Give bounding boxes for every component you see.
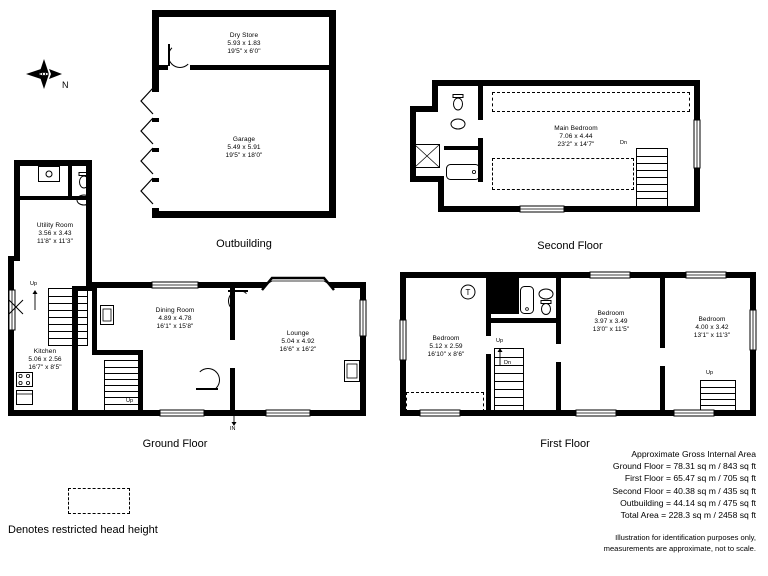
room-dimension-metric: 5.49 x 5.91 [227, 144, 261, 151]
first-bedroom3-door-gap [660, 348, 665, 366]
outbuilding-wall-right [329, 10, 336, 218]
second-basin-icon [450, 118, 466, 130]
ground-stairs [48, 288, 88, 346]
utility-basin-icon [76, 194, 92, 206]
room-dimension-imperial: 19'5" x 18'0" [225, 152, 263, 159]
room-name: Bedroom [597, 310, 625, 317]
first-bath-tub-icon [520, 286, 534, 314]
first-window-top-2 [686, 272, 726, 278]
room-label-garage [194, 136, 294, 160]
outbuilding-wall-left-upper [152, 10, 159, 65]
svg-text:T: T [465, 288, 471, 297]
second-restricted-area-bottom [492, 158, 634, 190]
second-bath-tub-icon [446, 164, 480, 180]
second-window-bottom [520, 206, 564, 212]
second-bath-door-gap [478, 120, 483, 138]
ground-stairs-up-label: Up [30, 281, 38, 287]
first-stairs-right [700, 380, 736, 412]
dining-door-arc-1 [228, 290, 250, 312]
first-bathroom-wall-h [491, 318, 561, 323]
first-restricted-area-left [406, 392, 484, 412]
room-dimension-metric: 3.56 x 3.43 [38, 230, 72, 237]
area-line-total: Total Area = 228.3 sq m / 2458 sq ft [620, 510, 756, 521]
dining-window-top [152, 282, 198, 288]
room-name: Garage [232, 136, 256, 143]
room-label-bedroom-2 [566, 310, 656, 334]
ground-dining-left-wall [92, 288, 97, 354]
floor-title-ground: Ground Floor [142, 438, 208, 450]
floor-title-second: Second Floor [537, 240, 603, 252]
room-dimension-metric: 7.06 x 4.44 [559, 133, 593, 140]
legend-restricted-head-label: Denotes restricted head height [8, 524, 158, 536]
room-name: Dry Store [229, 32, 259, 39]
room-dimension-imperial: 16'1" x 15'8" [156, 323, 194, 330]
first-window-bottom-1 [420, 410, 460, 416]
second-wall-left-bottom [438, 176, 444, 212]
second-restricted-area-top [492, 92, 690, 112]
room-label-utility [10, 222, 100, 246]
ground-bottom-window-1 [160, 410, 204, 416]
ground-dining-lounge-opening [230, 340, 235, 368]
room-dimension-metric: 3.97 x 3.49 [594, 318, 628, 325]
hall-door-leaf [196, 388, 218, 390]
room-label-kitchen [12, 348, 78, 372]
first-bedroom2-right-wall [660, 278, 665, 410]
ground-left-wing-left2 [8, 258, 14, 416]
room-dimension-imperial: 19'5" x 6'0" [227, 48, 261, 55]
ground-left-wing-bottom [8, 410, 78, 416]
disclaimer [440, 533, 756, 554]
area-summary [440, 448, 756, 521]
ground-entrance-label: IN [230, 426, 236, 432]
room-dimension-imperial: 23'2" x 14'7" [557, 141, 595, 148]
ground-utility-wc-wall [68, 164, 72, 196]
second-toilet-icon [452, 94, 464, 112]
area-line-second: Second Floor = 40.38 sq m / 435 sq ft [612, 485, 756, 496]
dining-fireplace-icon [100, 305, 114, 325]
room-label-dry-store [194, 32, 294, 56]
room-label-bedroom-3 [670, 316, 754, 340]
first-top-black-block [491, 278, 519, 314]
ground-hall-wall [92, 350, 142, 355]
room-dimension-imperial: 13'0" x 11'5" [592, 326, 630, 333]
outbuilding-wall-top [152, 10, 336, 17]
area-line-first: First Floor = 65.47 sq m / 705 sq ft [624, 473, 756, 484]
drystore-door-arc [168, 44, 192, 68]
area-heading: Approximate Gross Internal Area [631, 449, 756, 459]
room-label-lounge [250, 330, 346, 354]
room-dimension-imperial: 11'8" x 11'3" [37, 238, 73, 245]
floor-title-first: First Floor [540, 438, 590, 450]
room-name: Bedroom [432, 335, 460, 342]
room-dimension-imperial: 16'7" x 8'5" [28, 364, 62, 371]
second-stairs [636, 148, 668, 208]
first-toilet-icon [540, 300, 552, 316]
disclaimer-line-1: Illustration for identification purposes only, [615, 533, 756, 542]
ground-entrance-arrow [230, 414, 238, 426]
room-name: Utility Room [36, 222, 74, 229]
room-name: Dining Room [155, 307, 195, 314]
second-window-right [694, 120, 700, 168]
ground-stairs-2-up-label: Up [126, 398, 134, 404]
room-dimension-imperial: 16'6" x 16'2" [279, 346, 317, 353]
disclaimer-line-2: measurements are approximate, not to scale. [603, 543, 756, 553]
room-name: Lounge [286, 330, 310, 337]
ground-bay-window [262, 276, 334, 292]
lounge-fireplace-icon [344, 360, 360, 382]
dining-door-leaf-1 [228, 290, 248, 292]
room-dimension-metric: 5.06 x 2.56 [28, 356, 62, 363]
second-bath-wall-h [444, 146, 483, 150]
room-dimension-metric: 4.89 x 4.78 [158, 315, 192, 322]
first-stairs-up-arrow [497, 348, 503, 366]
floor-title-outbuilding: Outbuilding [216, 238, 272, 250]
kitchen-appliance-icons [16, 372, 56, 410]
room-label-main-bedroom [524, 125, 628, 149]
second-shower-icon [414, 144, 440, 168]
room-dimension-metric: 5.04 x 4.92 [281, 338, 315, 345]
outbuilding-wall-bottom [152, 211, 336, 218]
area-line-ground: Ground Floor = 78.31 sq m / 843 sq ft [612, 461, 756, 472]
garage-door-fold-lines [139, 88, 159, 216]
room-dimension-metric: 5.12 x 2.59 [429, 343, 463, 350]
lounge-window-right [360, 300, 366, 336]
utility-sink-icon [38, 166, 60, 182]
first-stairs-right-up-label: Up [706, 370, 714, 376]
first-window-bottom-3 [674, 410, 714, 416]
room-dimension-metric: 5.93 x 1.83 [227, 40, 261, 47]
second-stairs-dn-label: Dn [620, 140, 628, 146]
utility-toilet-icon [78, 172, 90, 190]
first-window-bottom-2 [576, 410, 616, 416]
room-label-bedroom-1 [404, 335, 488, 359]
compass-rose [22, 55, 70, 97]
room-name: Kitchen [33, 348, 57, 355]
second-wall-top [432, 80, 700, 86]
first-stairs-dn-label: Dn [504, 360, 512, 366]
room-dimension-metric: 4.00 x 3.42 [695, 324, 729, 331]
ground-left-wing-diag [8, 256, 20, 261]
compass-north-label: N [62, 80, 69, 90]
room-name: Main Bedroom [554, 125, 598, 132]
area-line-outbuilding: Outbuilding = 44.14 sq m / 475 sq ft [620, 497, 756, 508]
first-window-top-1 [590, 272, 630, 278]
first-bedroom2-door-gap [556, 344, 561, 362]
ground-stairs-2 [104, 360, 140, 412]
first-stairs-up-label: Up [496, 338, 504, 344]
legend-restricted-head-swatch [68, 488, 130, 514]
ground-bottom-window-2 [266, 410, 310, 416]
room-name: Bedroom [698, 316, 726, 323]
first-tank-icon [460, 284, 476, 300]
room-dimension-imperial: 16'10" x 8'6" [427, 351, 465, 358]
ground-stairs-up-arrow [32, 290, 38, 310]
room-label-dining [128, 307, 222, 331]
room-dimension-imperial: 13'1" x 11'3" [693, 332, 731, 339]
ground-left-cross-mark [9, 300, 23, 314]
first-basin-icon [538, 288, 554, 300]
